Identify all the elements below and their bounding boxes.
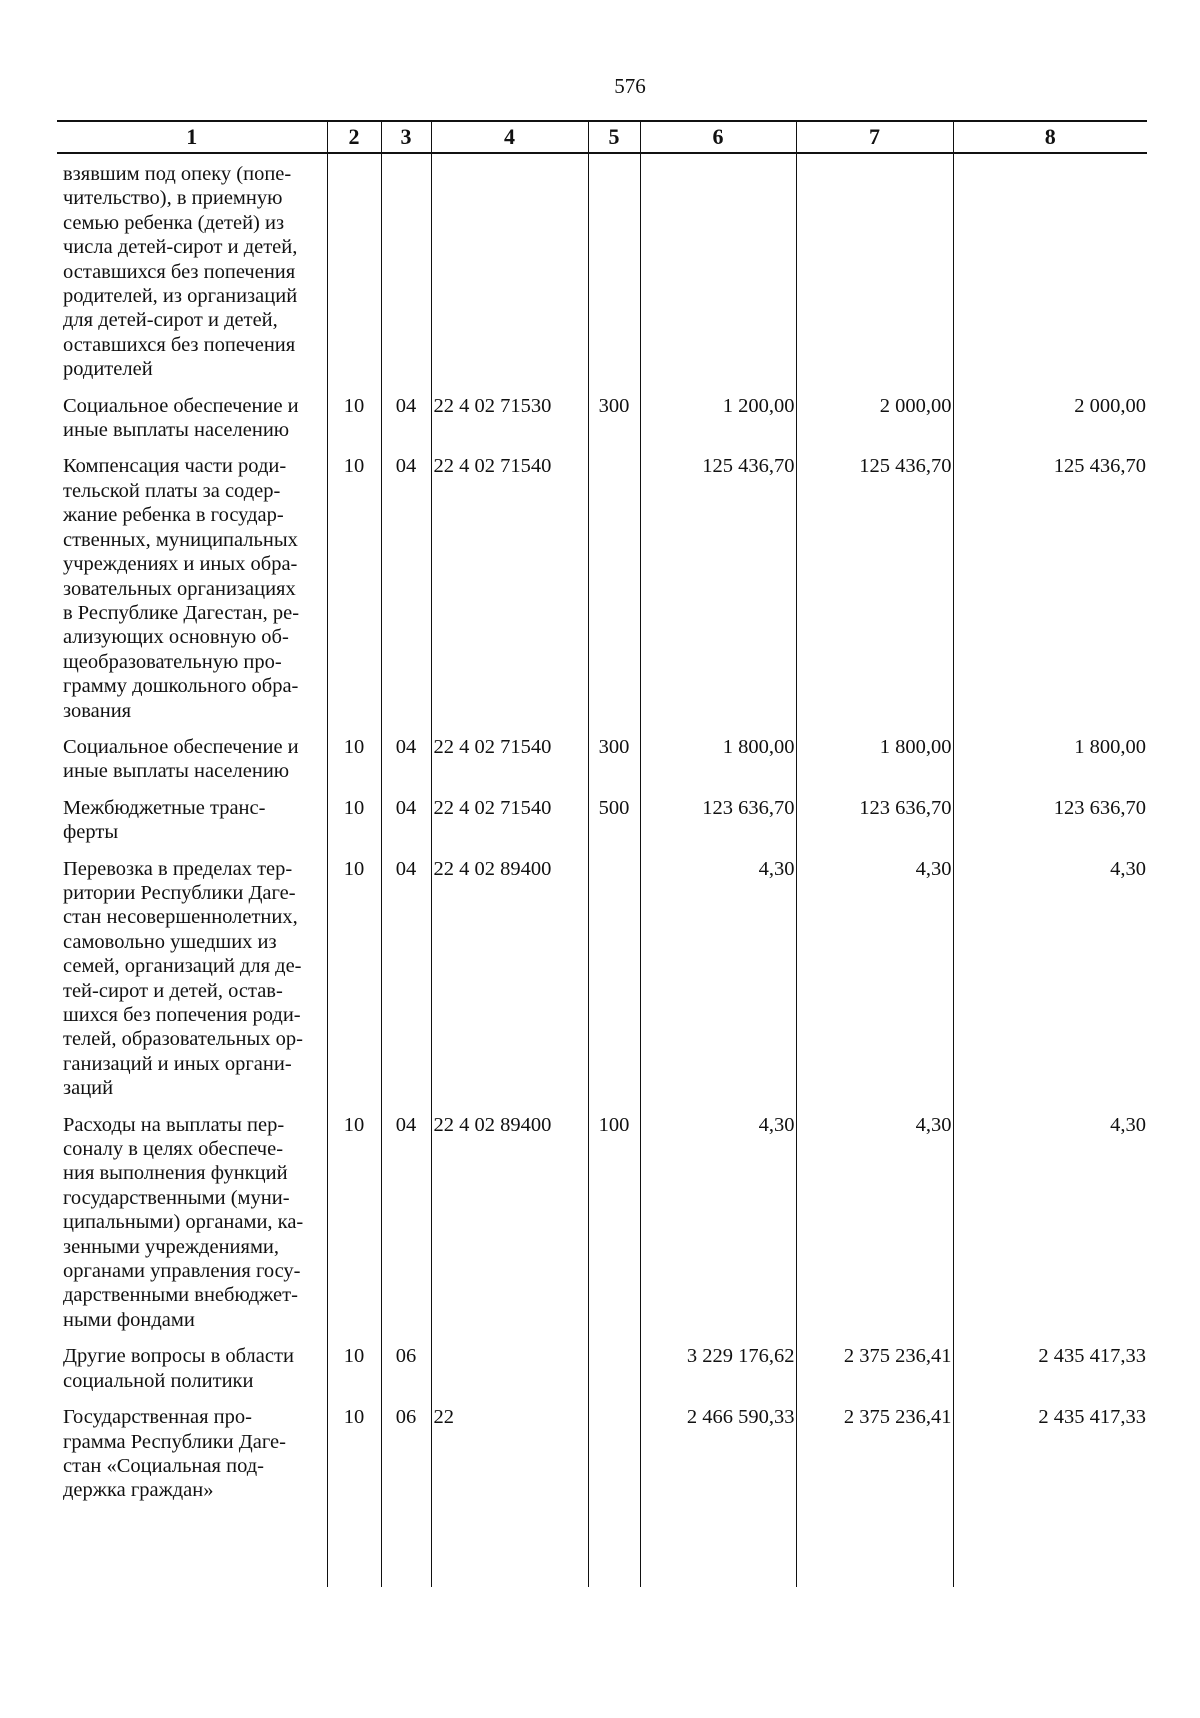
column-header-7: 7 (796, 121, 953, 153)
filler-cell (381, 1515, 431, 1587)
target-article-cell: 22 (431, 1405, 588, 1515)
subsection-code-cell: 06 (381, 1405, 431, 1515)
table-row (57, 1344, 1147, 1405)
amount-col7-cell: 2 000,00 (796, 394, 953, 455)
target-article-cell: 22 4 02 71540 (431, 454, 588, 734)
amount-col8-cell: 1 800,00 (953, 735, 1147, 796)
amount-col8-cell: 2 435 417,33 (953, 1344, 1147, 1405)
row-name-cell: Перевозка в пределах тер- ритории Республики Даге- стан несовершеннолетних, самовольно ушедших из семей, организаций для де- тей-сирот и детей, остав- шихся без попечения роди- телей, образовательных ор- ганизаций и иных органи- заций (63, 857, 303, 1100)
amount-col6-cell: 1 800,00 (640, 735, 796, 796)
row-name-cell: Государственная про- грамма Республики Даге- стан «Социальная под- держка граждан» (63, 1406, 286, 1502)
table-row (57, 153, 1147, 394)
column-header-1: 1 (57, 121, 327, 153)
amount-col8-cell (953, 153, 1147, 394)
expense-type-cell: 500 (588, 796, 640, 857)
column-header-2: 2 (327, 121, 381, 153)
amount-col8-cell: 2 435 417,33 (953, 1405, 1147, 1515)
amount-col6-cell: 2 466 590,33 (640, 1405, 796, 1515)
row-name-cell: Другие вопросы в области социальной политики (63, 1345, 294, 1392)
expense-type-cell: 300 (588, 735, 640, 796)
subsection-code-cell: 04 (381, 1113, 431, 1345)
expense-type-cell (588, 454, 640, 734)
amount-col6-cell: 3 229 176,62 (640, 1344, 796, 1405)
page-number: 576 (614, 74, 646, 98)
subsection-code-cell: 04 (381, 394, 431, 455)
row-name-cell: Социальное обеспечение и иные выплаты населению (63, 735, 299, 783)
subsection-code-cell: 06 (381, 1344, 431, 1405)
amount-col6-cell: 123 636,70 (640, 796, 796, 857)
table-row (57, 454, 1147, 734)
subsection-code-cell: 04 (381, 796, 431, 857)
amount-col6-cell: 125 436,70 (640, 454, 796, 734)
section-code-cell: 10 (327, 796, 381, 857)
amount-col7-cell: 4,30 (796, 1113, 953, 1345)
amount-col8-cell: 125 436,70 (953, 454, 1147, 734)
amount-col8-cell: 4,30 (953, 857, 1147, 1113)
table-row (57, 735, 1147, 796)
section-code-cell: 10 (327, 1113, 381, 1345)
expense-type-cell (588, 1405, 640, 1515)
section-code-cell: 10 (327, 857, 381, 1113)
target-article-cell (431, 153, 588, 394)
amount-col7-cell: 123 636,70 (796, 796, 953, 857)
amount-col6-cell: 1 200,00 (640, 394, 796, 455)
expense-type-cell (588, 857, 640, 1113)
table-row (57, 1113, 1147, 1345)
budget-table (57, 120, 1147, 1587)
column-header-4: 4 (431, 121, 588, 153)
budget-table-container (57, 120, 1147, 1587)
table-row (57, 394, 1147, 455)
section-code-cell: 10 (327, 394, 381, 455)
subsection-code-cell: 04 (381, 454, 431, 734)
subsection-code-cell: 04 (381, 857, 431, 1113)
table-body (57, 153, 1147, 1587)
column-header-8: 8 (953, 121, 1147, 153)
amount-col7-cell: 125 436,70 (796, 454, 953, 734)
filler-cell (57, 1515, 327, 1587)
amount-col7-cell: 2 375 236,41 (796, 1405, 953, 1515)
amount-col7-cell: 2 375 236,41 (796, 1344, 953, 1405)
row-name-cell: взявшим под опеку (попе- чительство), в приемную семью ребенка (детей) из числа детей-сирот и детей, оставшихся без попечения родителей, из организаций для детей-сирот и детей, оставшихся без попечения родителей (63, 163, 298, 381)
filler-cell (588, 1515, 640, 1587)
amount-col6-cell: 4,30 (640, 857, 796, 1113)
subsection-code-cell: 04 (381, 735, 431, 796)
amount-col6-cell (640, 153, 796, 394)
expense-type-cell (588, 153, 640, 394)
amount-col8-cell: 4,30 (953, 1113, 1147, 1345)
table-filler-row (57, 1515, 1147, 1587)
section-code-cell (327, 153, 381, 394)
subsection-code-cell (381, 153, 431, 394)
filler-cell (327, 1515, 381, 1587)
row-name-cell: Расходы на выплаты пер- соналу в целях обеспече- ния выполнения функций государственными (муни- ципальными) органами, ка- зенными учреждениями, органами управления госу- дарственными внебюджет- ными фондами (63, 1113, 304, 1331)
section-code-cell: 10 (327, 1405, 381, 1515)
amount-col7-cell: 1 800,00 (796, 735, 953, 796)
amount-col6-cell: 4,30 (640, 1113, 796, 1345)
filler-cell (796, 1515, 953, 1587)
row-name-cell: Компенсация части роди- тельской платы за содер- жание ребенка в государ- ственных, муниципальных учреждениях и иных обра- зовательных организациях в Республике Дагестан, ре- ализующих основную об- щеобразовательную про- грамму дошкольного обра- зования (63, 455, 300, 722)
amount-col7-cell (796, 153, 953, 394)
filler-cell (431, 1515, 588, 1587)
section-code-cell: 10 (327, 454, 381, 734)
table-row (57, 1405, 1147, 1515)
expense-type-cell: 100 (588, 1113, 640, 1345)
target-article-cell: 22 4 02 89400 (431, 857, 588, 1113)
row-name-cell: Межбюджетные транс- ферты (63, 796, 266, 844)
target-article-cell: 22 4 02 71540 (431, 796, 588, 857)
section-code-cell: 10 (327, 735, 381, 796)
expense-type-cell: 300 (588, 394, 640, 455)
amount-col8-cell: 123 636,70 (953, 796, 1147, 857)
target-article-cell: 22 4 02 71530 (431, 394, 588, 455)
section-code-cell: 10 (327, 1344, 381, 1405)
column-header-6: 6 (640, 121, 796, 153)
amount-col7-cell: 4,30 (796, 857, 953, 1113)
target-article-cell: 22 4 02 89400 (431, 1113, 588, 1345)
amount-col8-cell: 2 000,00 (953, 394, 1147, 455)
expense-type-cell (588, 1344, 640, 1405)
target-article-cell: 22 4 02 71540 (431, 735, 588, 796)
row-name-cell: Социальное обеспечение и иные выплаты населению (63, 394, 299, 442)
header-row (57, 121, 1147, 153)
target-article-cell (431, 1344, 588, 1405)
filler-cell (640, 1515, 796, 1587)
table-row (57, 796, 1147, 857)
column-header-3: 3 (381, 121, 431, 153)
column-header-5: 5 (588, 121, 640, 153)
filler-cell (953, 1515, 1147, 1587)
table-header (57, 121, 1147, 153)
table-row (57, 857, 1147, 1113)
